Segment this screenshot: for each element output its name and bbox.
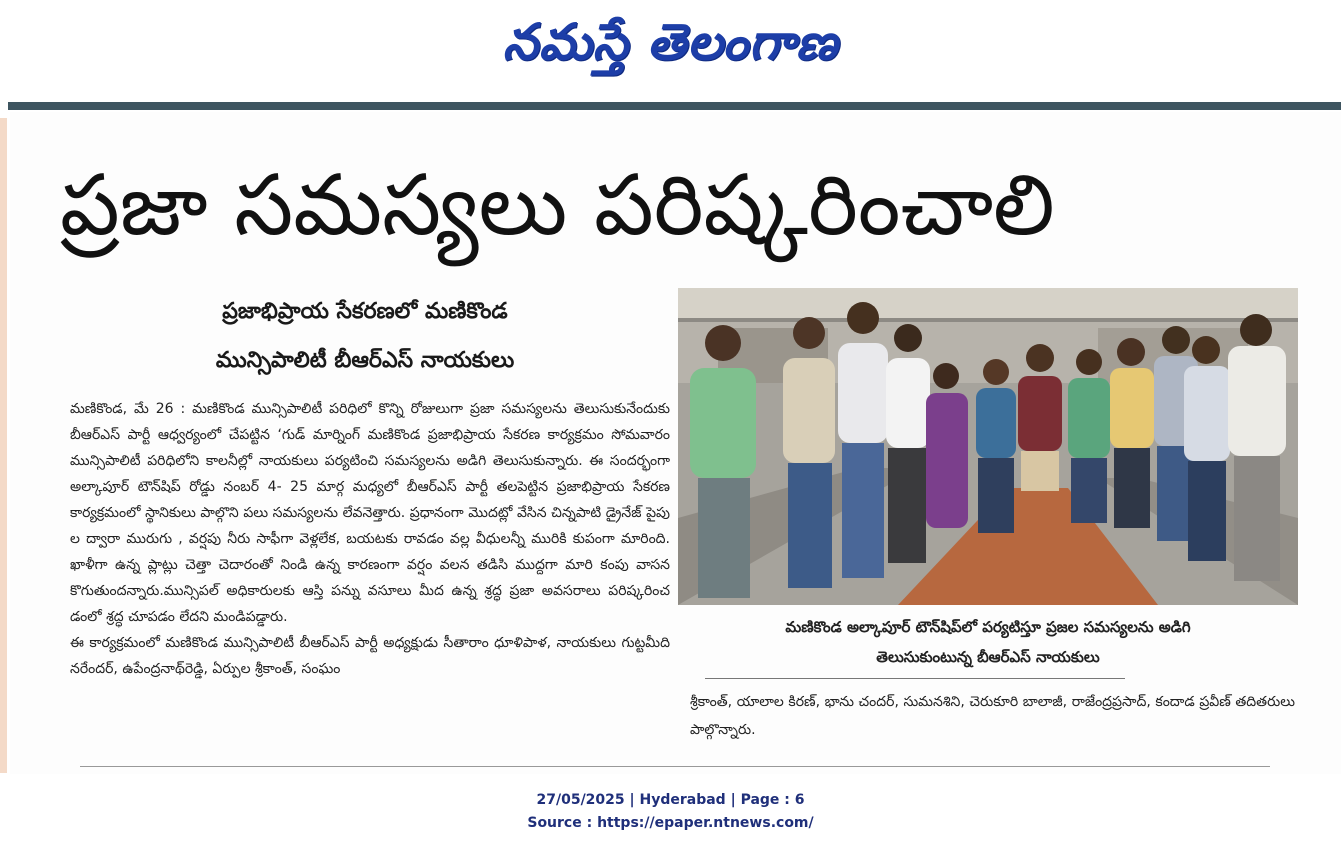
clip-bottom-rule (80, 766, 1270, 767)
group-photo-illustration (678, 288, 1298, 605)
photo-caption (680, 612, 1296, 672)
article-subhead-line-1: ప్రజాభిప్రాయ సేకరణలో మణికొండ (222, 299, 508, 324)
caption-divider (705, 678, 1125, 679)
newspaper-logo: నమస్తే తెలంగాణ (502, 13, 839, 71)
footer-source[interactable]: Source : https://epaper.ntnews.com/ (527, 815, 814, 831)
article-subhead-line-2: మున్సిపాలిటీ బీఆర్ఎస్ నాయకులు (215, 348, 515, 373)
photo-caption-line: తెలుసుకుంటున్న బీఆర్ఎస్ నాయకులు (876, 648, 1100, 666)
article-continuation: శ్రీకాంత్, యాలాల కిరణ్, భాను చందర్, సుమనశిని, చెరుకూరి బాలాజీ, రాజేంద్రప్రసాద్, కందాడ ప్రవీణ్ తదితరులు పాల్గొన్నారు. (690, 694, 1295, 738)
article-headline: ప్రజా సమస్యలు పరిష్కరించాలి (60, 156, 1055, 254)
masthead (0, 0, 1341, 102)
left-margin-strip (0, 118, 7, 773)
news-photo (678, 288, 1298, 605)
footer-date-edition: 27/05/2025 | Hyderabad | Page : 6 (536, 792, 805, 808)
article-paragraph: ఈ కార్యక్రమంలో మణికొండ మున్సిపాలిటీ బీఆర్ఎస్ పార్టీ అధ్యక్షుడు సీతారాం ధూళిపాళ, నాయకులు గుట్టమీది నరేందర్, ఉపేంద్రనాథ్‌రెడ్డి, ఏర్పుల శ్రీకాంత్, సంఘం (70, 635, 670, 677)
article-body (70, 396, 670, 682)
masthead-rule (8, 102, 1341, 110)
article-paragraph: మణికొండ, మే 26 : మణికొండ మున్సిపాలిటీ పరిధిలో కొన్ని రోజులుగా ప్రజా సమస్యలను తెలుసుకునేందుకు బీఆర్ఎస్ పార్టీ ఆధ్వర్యంలో చేపట్టిన ‘గుడ్ మార్నింగ్ మణికొండ ప్రజాభిప్రాయ సేకరణ కార్యక్రమం సోమవారం మున్సిపాలిటీ పరిధిలోని కాలనీల్లో నాయకులు పర్యటించి సమస్యలను అడిగి తెలుసుకున్నారు. ఈ సందర్భంగా అల్కాపూర్ టౌన్‌షిప్ రోడ్డు నంబర్ 4- 25 మార్గ మధ్యలో బీఆర్ఎస్ పార్టీ తలపెట్టిన ప్రజాభిప్రాయ సేకరణ కార్యక్రమంలో స్థానికులు పాల్గొని పలు సమస్యలను లేవనెత్తారు. ప్రధానంగా మొదట్లో వేసిన చిన్నపాటి డ్రైనేజ్ పైపు ల ద్వారా మురుగు , వర్షపు నీరు సాఫీగా వెళ్లలేక, బయటకు రావడం వల్ల వీధులన్నీ మురికి కుపంగా మారింది. ఖాళీగా ఉన్న ప్లాట్లు చెత్తా చెదారంతో నిండి ఉన్న కారణంగా వర్షం వలన తడిసి ముద్దగా మారి కంపు వాసన కొగుతుందన్నారు.మున్సిపల్ అధికారులకు ఆస్తి పన్ను వసూలు మీద ఉన్న శ్రద్ధ ప్రజా అవసరాలు పరిష్కరించ డంలో శ్రద్ధ చూపడం లేదని మండిపడ్డారు. (70, 401, 670, 625)
photo-caption-line: మణికొండ అల్కాపూర్ టౌన్‌షిప్‌లో పర్యటిస్తూ ప్రజల సమస్యలను అడిగి (785, 618, 1191, 636)
